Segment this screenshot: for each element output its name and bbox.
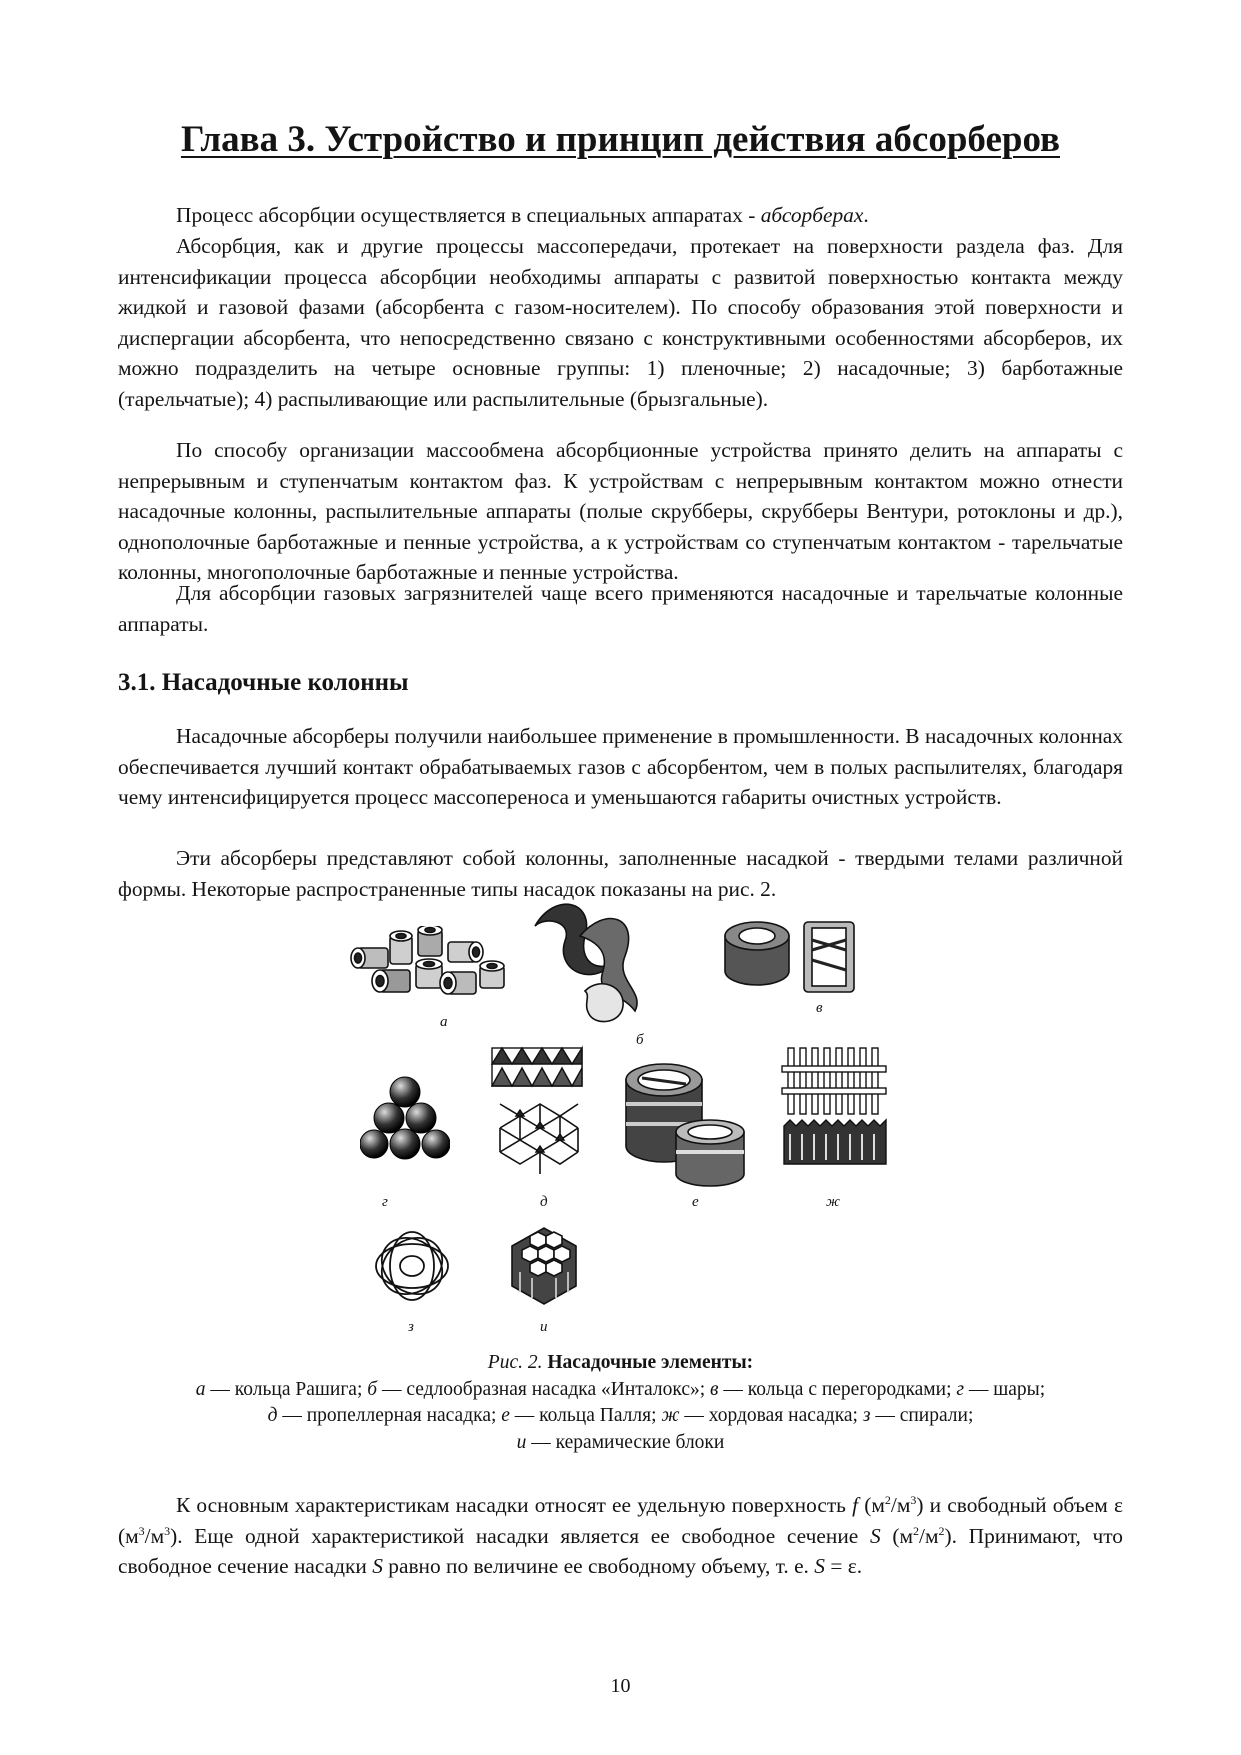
pall-rings-image (620, 1058, 750, 1188)
chapter-title: Глава 3. Устройство и принцип действия абсорберов (180, 119, 1061, 160)
partition-rings-image (720, 916, 860, 1001)
figure-caption (118, 1350, 1123, 1456)
figure-label-a: а (440, 1014, 448, 1030)
packing-elements-figure (340, 896, 900, 1351)
paragraph-intro: Процесс абсорбции осуществляется в специальных аппаратах - абсорберах. (176, 203, 869, 227)
caption-title-line: Рис. 2. Насадочные элементы: (487, 1352, 754, 1373)
paragraph-gas-pollutants: Для абсорбции газовых загрязнителей чаще всего применяются насадочные и тарельчатые колонные аппараты. (118, 581, 1123, 636)
paragraph-absorption-groups: Абсорбция, как и другие процессы массопередачи, протекает на поверхности раздела фаз. Для интенсификации процесса абсорбции необходимы аппараты с развитой поверхностью контакта между жидкой и газовой фазами (абсорбента с газом-носителем). По способу образования этой поверхности и диспергации абсорбента, что непосредственно связано с конструктивными особенностями абсорберов, их можно подразделить на четыре основные группы: 1) пленочные; 2) насадочные; 3) барботажные (тарельчатые); 4) распыливающие или распылительные (брызгальные). (118, 234, 1123, 411)
figure-label-g: г (382, 1194, 388, 1210)
propeller-packing-image (490, 1044, 585, 1184)
section-title: 3.1. Насадочные колонны (118, 669, 409, 696)
caption-line-3: и — керамические блоки (516, 1431, 725, 1453)
page-number: 10 (610, 1675, 631, 1697)
intalox-saddle-image (525, 896, 655, 1031)
paragraph-packed-absorbers: Насадочные абсорберы получили наибольшее применение в промышленности. В насадочных колоннах обеспечивается лучший контакт обрабатываемых газов с абсорбентом, чем в полых распылителях, благодаря чему интенсифицируется процесс массопереноса и уменьшаются габариты очистных устройств. (118, 724, 1123, 810)
ceramic-blocks-image (508, 1226, 580, 1306)
figure-label-d: д (540, 1194, 548, 1210)
figure-label-z: з (408, 1319, 414, 1335)
paragraph-contact-types: По способу организации массообмена абсорбционные устройства принято делить на аппараты с непрерывным и ступенчатым контактом фаз. К устройствам с непрерывным контактом можно отнести насадочные колонны, распылительные аппараты (полые скрубберы, скрубберы Вентури, ротоклоны и др.), однополочные барботажные и пенные устройства, а к устройствам со ступенчатым контактом - тарельчатые колонны, многополочные барботажные и пенные устройства. (118, 438, 1123, 585)
figure-label-zh: ж (826, 1194, 840, 1210)
figure-label-i: и (540, 1319, 548, 1335)
spirals-image (370, 1226, 455, 1306)
paragraph-packing-types: Эти абсорберы представляют собой колонны, заполненные насадкой - твердыми телами различной формы. Некоторые распространенные типы насадок показаны на рис. 2. (118, 846, 1123, 901)
figure-label-v: в (816, 1000, 823, 1016)
figure-label-e: е (692, 1194, 699, 1210)
paragraph-packing-characteristics: К основным характеристикам насадки относят ее удельную поверхность f $(м^2/м^3)$ и свободный объем ε $(м^3/м^3)$. Еще одной характеристикой насадки является ее свободное сечение S $(м^2/м^2)$. Принимают, что свободное сечение насадки S равно по величине ее свободному объему, т. е. S = ε. (118, 1492, 1123, 1579)
spheres-image (360, 1074, 450, 1164)
caption-line-1: а — кольца Рашига; б — седлообразная насадка «Инталокс»; в — кольца с перегородками; г — шары; (195, 1378, 1046, 1400)
figure-label-b: б (636, 1032, 644, 1048)
raschig-rings-image (340, 926, 510, 1006)
caption-line-2: д — пропеллерная насадка; е — кольца Палля; ж — хордовая насадка; з — спирали; (267, 1405, 974, 1426)
chord-packing-image (780, 1044, 890, 1189)
